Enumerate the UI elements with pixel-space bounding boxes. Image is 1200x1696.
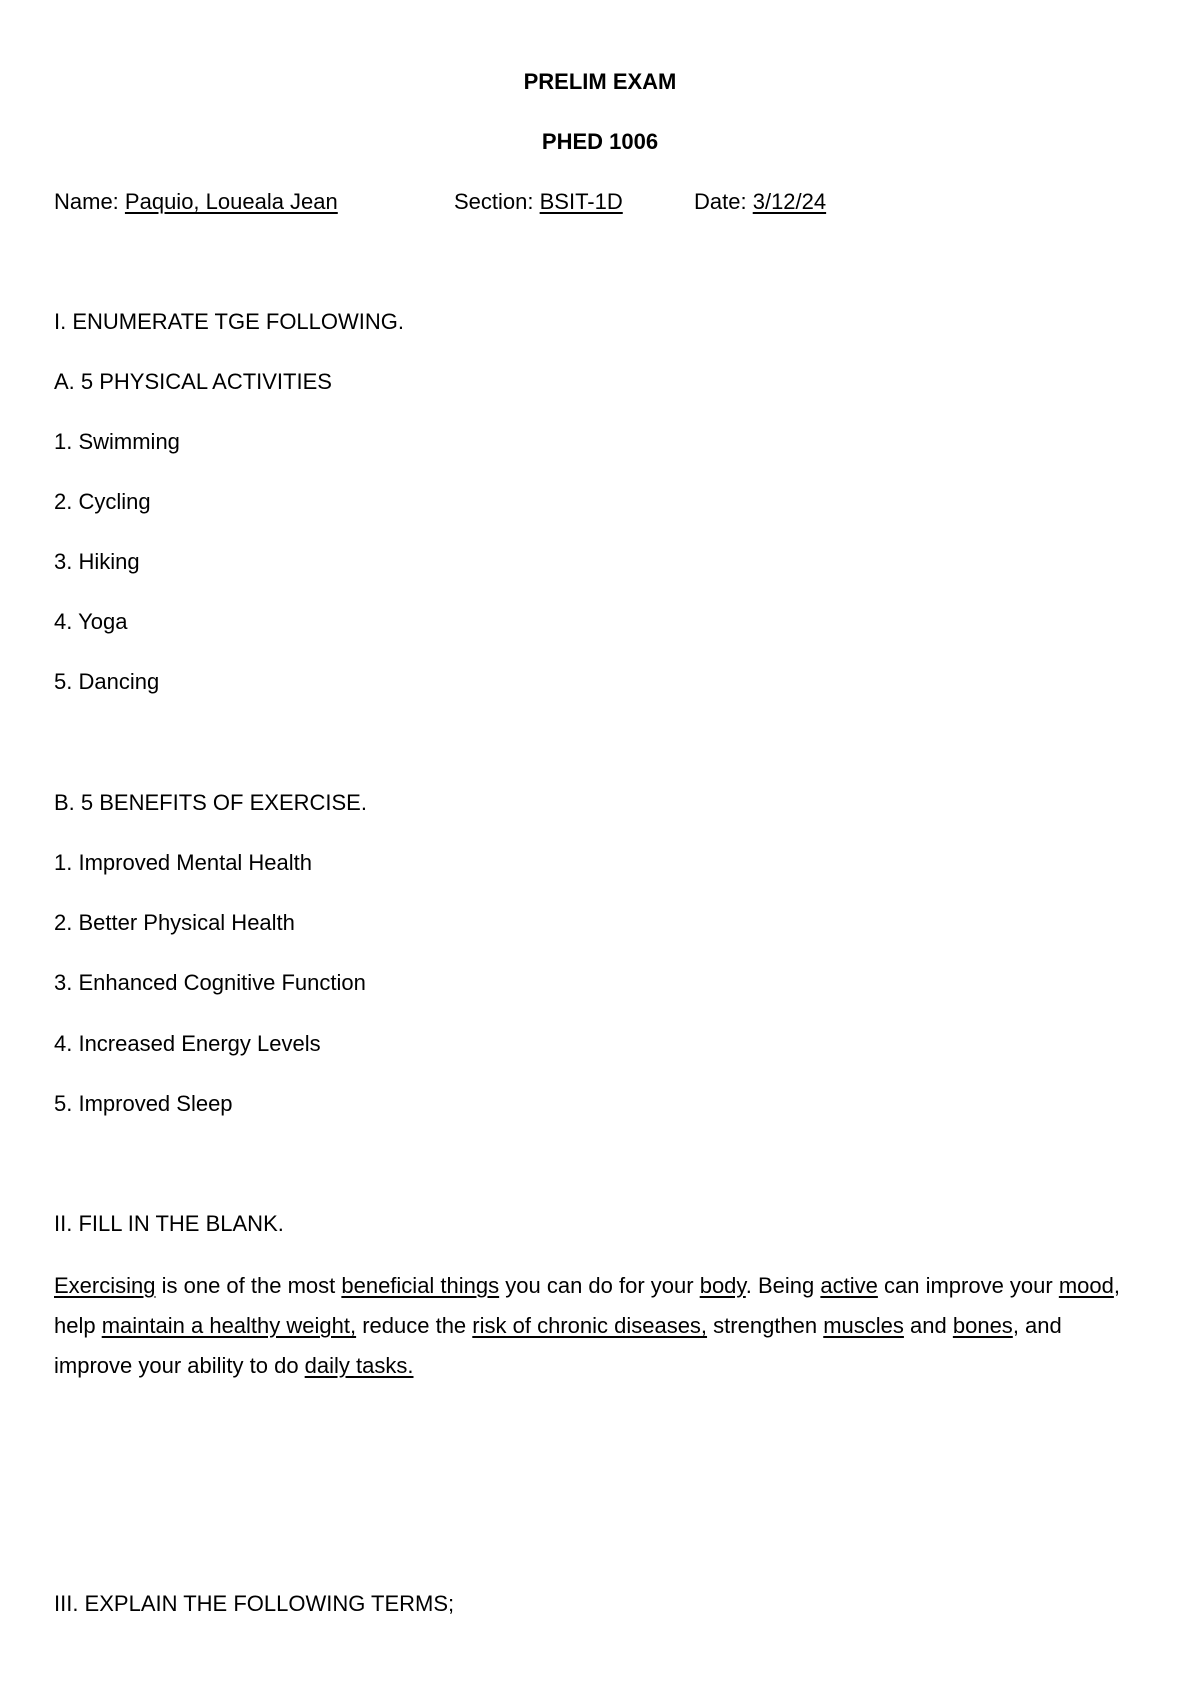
- list-item: 3. Hiking: [54, 549, 140, 574]
- date-label: Date:: [694, 189, 747, 214]
- paragraph-text: can improve your: [877, 1273, 1059, 1298]
- list-item: 1. Improved Mental Health: [54, 850, 313, 875]
- answer-blank: active: [820, 1273, 878, 1298]
- list-item: 1. Swimming: [54, 429, 180, 454]
- part2-heading: II. FILL IN THE BLANK.: [54, 1211, 284, 1236]
- list-item: 3. Enhanced Cognitive Function: [54, 970, 366, 995]
- section-field: [454, 188, 623, 216]
- list-item: 2. Cycling: [54, 489, 151, 514]
- paragraph-text: is one of the most: [155, 1273, 342, 1298]
- paragraph-text: strengthen: [707, 1313, 824, 1338]
- part1-heading: I. ENUMERATE TGE FOLLOWING.: [54, 309, 405, 334]
- paragraph-text: . Being: [745, 1273, 821, 1298]
- paragraph-text: , and improve your ability to do: [54, 1313, 1062, 1378]
- answer-blank: beneficial things: [341, 1273, 500, 1298]
- answer-blank: body: [699, 1273, 746, 1298]
- exam-title: PRELIM EXAM: [523, 69, 677, 94]
- answer-blank: Exercising: [54, 1273, 156, 1298]
- list-item: 4. Increased Energy Levels: [54, 1031, 321, 1056]
- answer-blank: risk of chronic diseases,: [472, 1313, 708, 1338]
- sectionB-heading: B. 5 BENEFITS OF EXERCISE.: [54, 790, 367, 815]
- part3-heading: III. EXPLAIN THE FOLLOWING TERMS;: [54, 1591, 455, 1616]
- section-label: Section:: [454, 189, 534, 214]
- answer-blank: muscles: [823, 1313, 904, 1338]
- list-item: 5. Improved Sleep: [54, 1091, 233, 1116]
- answer-blank: bones: [952, 1313, 1013, 1338]
- answer-blank: mood: [1058, 1273, 1114, 1298]
- course-code: PHED 1006: [541, 129, 659, 154]
- answer-blank: daily tasks.: [304, 1353, 414, 1378]
- list-item: 5. Dancing: [54, 669, 160, 694]
- list-item: 2. Better Physical Health: [54, 910, 295, 935]
- section-value: BSIT-1D: [539, 189, 623, 214]
- name-value: Paquio, Loueala Jean: [124, 189, 338, 214]
- paragraph-text: and: [903, 1313, 953, 1338]
- answer-blank: maintain a healthy weight,: [101, 1313, 357, 1338]
- name-label: Name:: [54, 189, 119, 214]
- paragraph-text: , help: [54, 1273, 1121, 1338]
- paragraph-text: reduce the: [356, 1313, 473, 1338]
- name-field: [54, 188, 338, 216]
- list-item: 4. Yoga: [54, 609, 128, 634]
- date-value: 3/12/24: [752, 189, 827, 214]
- sectionA-heading: A. 5 PHYSICAL ACTIVITIES: [54, 369, 332, 394]
- paragraph-text: you can do for your: [499, 1273, 700, 1298]
- date-field: [694, 188, 826, 216]
- fill-in-the-blank-paragraph: [54, 1266, 1134, 1386]
